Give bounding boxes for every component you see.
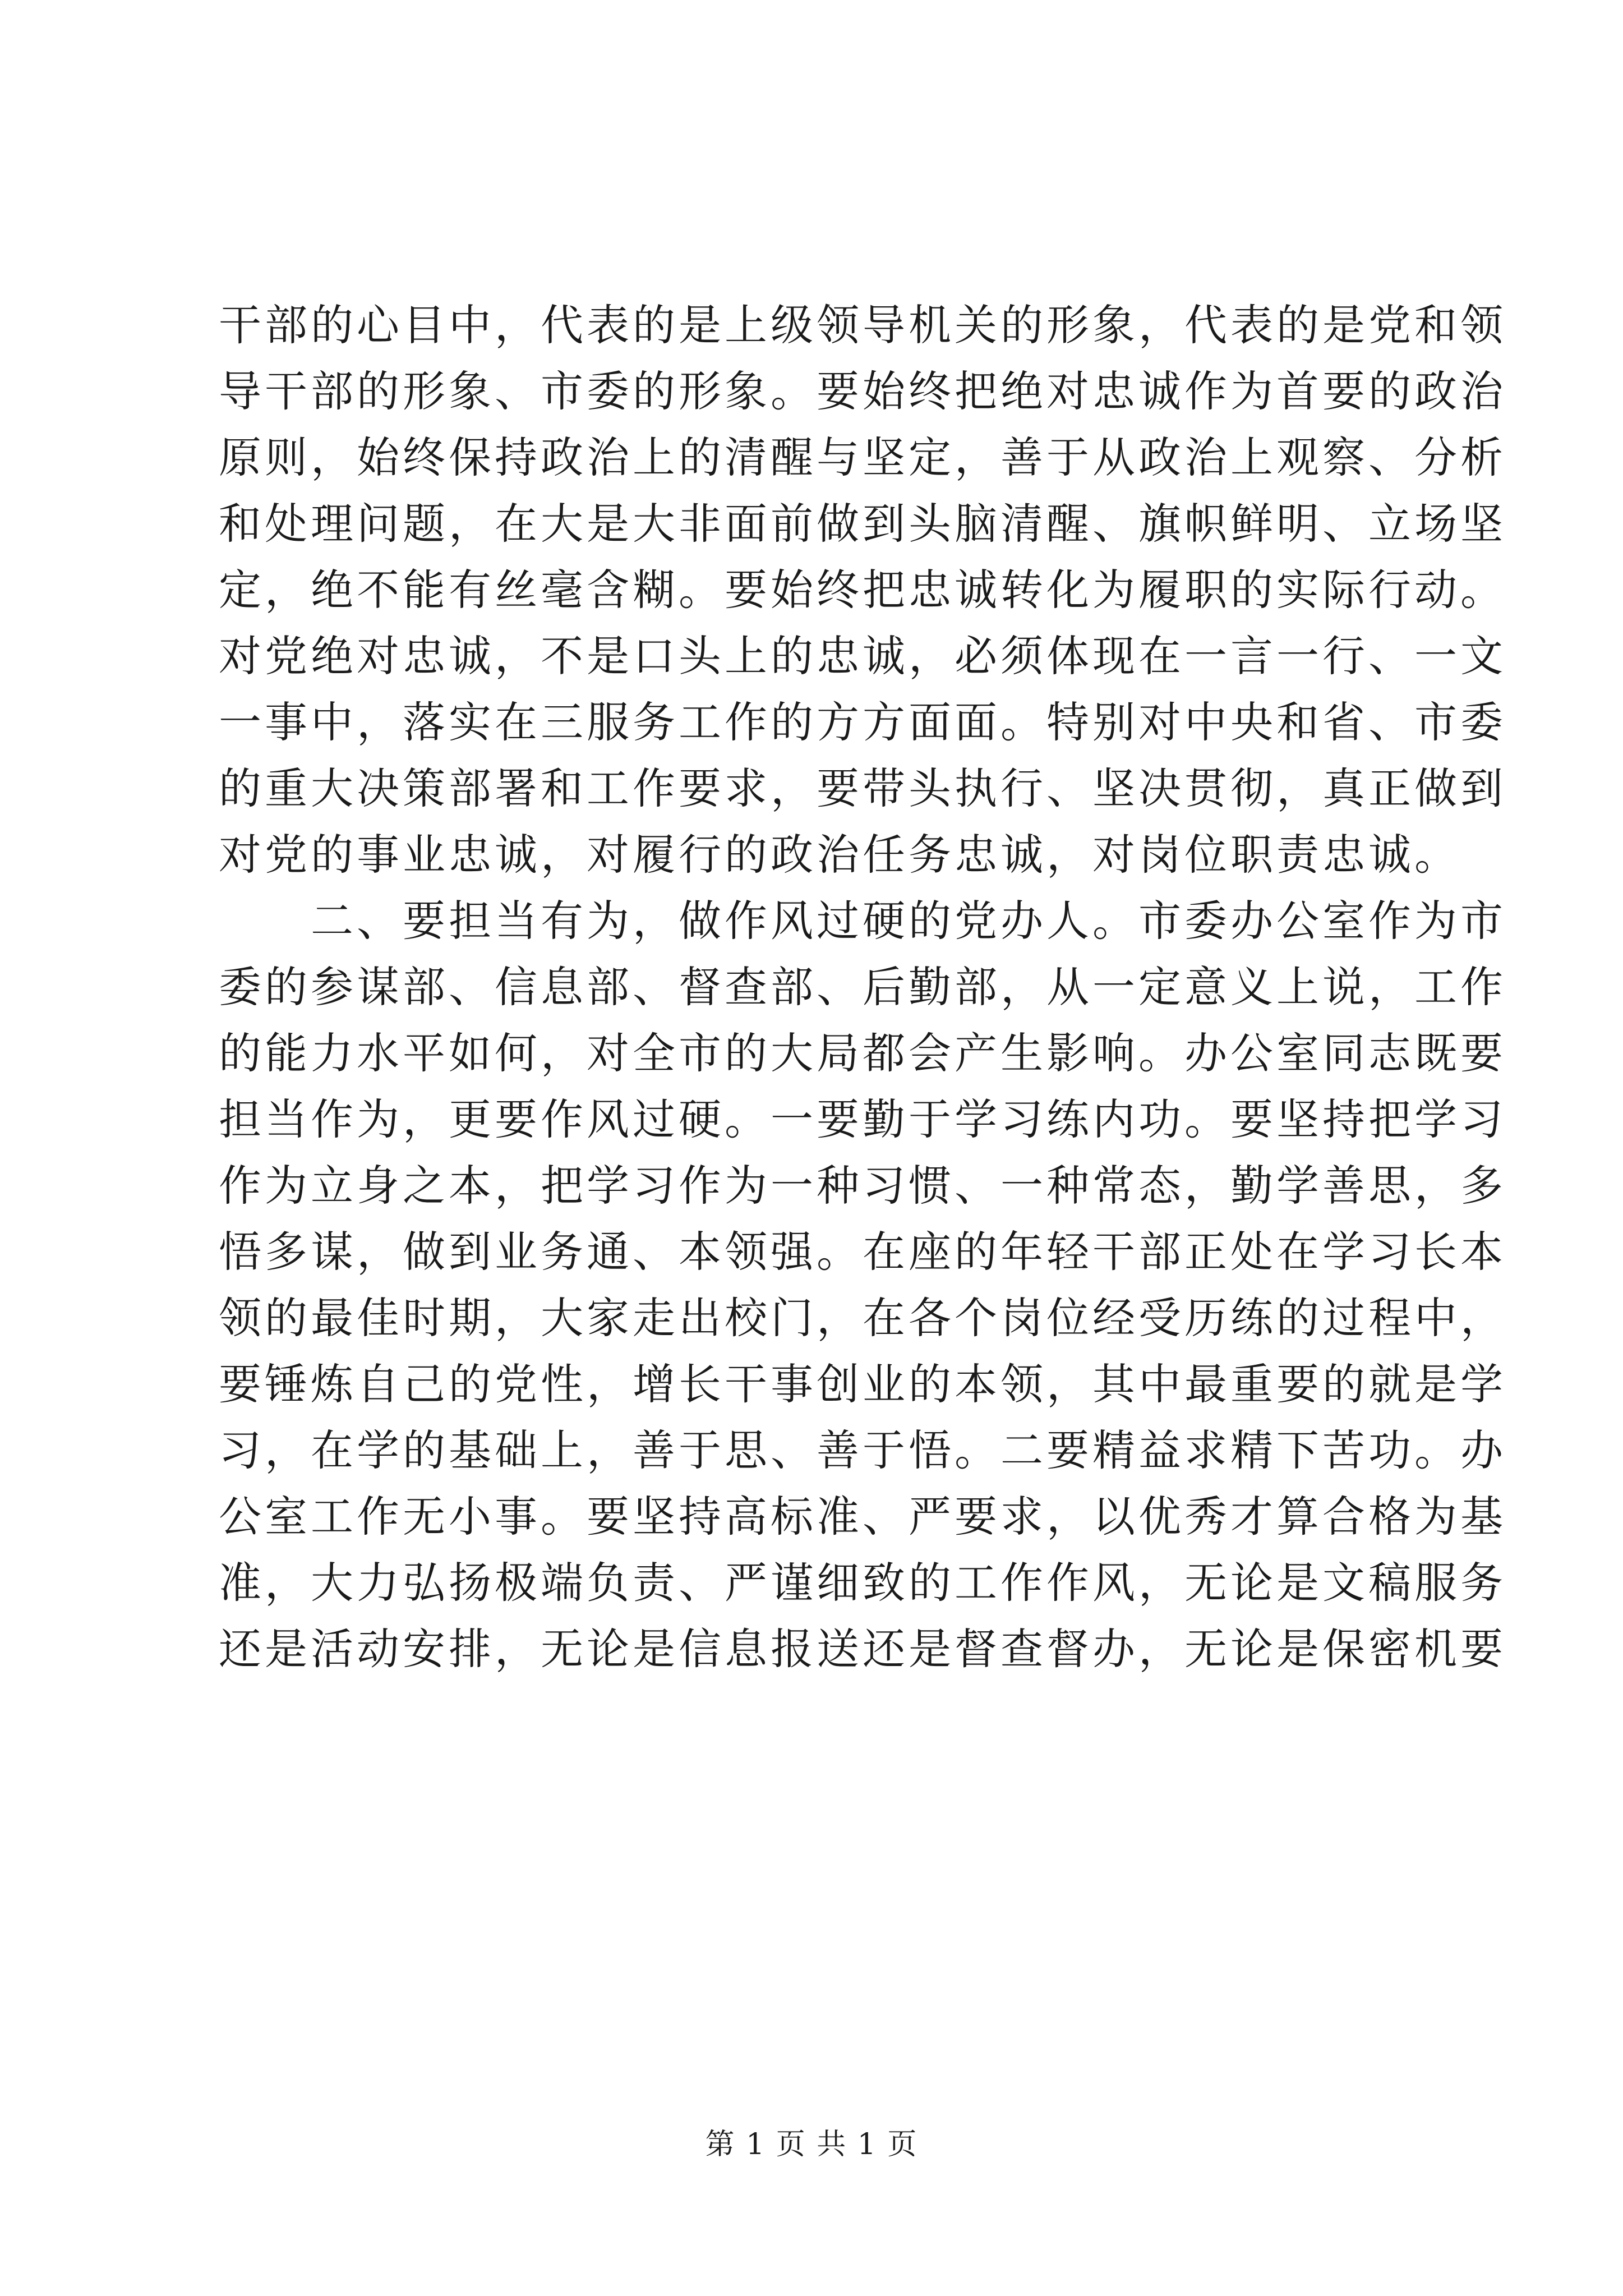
text-line: 定，绝不能有丝毫含糊。要始终把忠诚转化为履职的实际行动。 (219, 565, 1506, 615)
text-line: 对党绝对忠诚，不是口头上的忠诚，必须体现在一言一行、一文 (219, 631, 1506, 681)
text-line: 准，大力弘扬极端负责、严谨细致的工作作风，无论是文稿服务 (219, 1558, 1506, 1608)
text-line: 委的参谋部、信息部、督查部、后勤部，从一定意义上说，工作 (219, 962, 1506, 1012)
document-body (219, 292, 1506, 1682)
text-line: 担当作为，更要作风过硬。一要勤于学习练内功。要坚持把学习 (219, 1094, 1506, 1144)
page-footer: 第 1 页 共 1 页 (705, 2128, 918, 2161)
text-line: 的重大决策部署和工作要求，要带头执行、坚决贯彻，真正做到 (219, 763, 1506, 813)
text-line: 公室工作无小事。要坚持高标准、严要求，以优秀才算合格为基 (219, 1492, 1506, 1542)
text-line: 干部的心目中，代表的是上级领导机关的形象，代表的是党和领 (219, 300, 1506, 350)
text-line: 二、要担当有为，做作风过硬的党办人。市委办公室作为市 (219, 896, 1506, 946)
text-line: 对党的事业忠诚，对履行的政治任务忠诚，对岗位职责忠诚。 (219, 830, 1460, 880)
text-line: 还是活动安排，无论是信息报送还是督查督办，无论是保密机要 (219, 1624, 1506, 1674)
text-line: 和处理问题，在大是大非面前做到头脑清醒、旗帜鲜明、立场坚 (219, 499, 1506, 549)
text-line: 悟多谋，做到业务通、本领强。在座的年轻干部正处在学习长本 (219, 1227, 1506, 1277)
text-line: 一事中，落实在三服务工作的方方面面。特别对中央和省、市委 (219, 697, 1506, 747)
text-line: 导干部的形象、市委的形象。要始终把绝对忠诚作为首要的政治 (219, 366, 1506, 416)
text-line: 的能力水平如何，对全市的大局都会产生影响。办公室同志既要 (219, 1028, 1506, 1078)
text-line: 领的最佳时期，大家走出校门，在各个岗位经受历练的过程中， (219, 1293, 1506, 1343)
text-line: 习，在学的基础上，善于思、善于悟。二要精益求精下苦功。办 (219, 1425, 1506, 1475)
text-line: 作为立身之本，把学习作为一种习惯、一种常态，勤学善思，多 (219, 1161, 1506, 1211)
text-line: 要锤炼自己的党性，增长干事创业的本领，其中最重要的就是学 (219, 1359, 1506, 1409)
text-line: 原则，始终保持政治上的清醒与坚定，善于从政治上观察、分析 (219, 432, 1506, 482)
